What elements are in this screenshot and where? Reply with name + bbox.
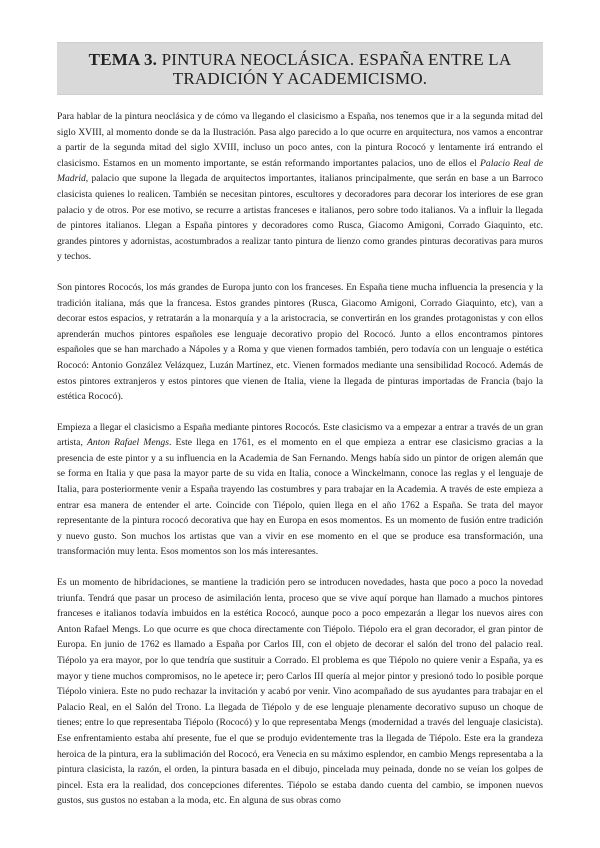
italic-term: Palacio Real de Madrid [57, 157, 544, 185]
document-body [57, 109, 543, 809]
topic-title-text: PINTURA NEOCLÁSICA. ESPAÑA ENTRE LA TRADICIÓN Y ACADEMICISMO. [161, 50, 512, 88]
paragraph-text: . Este llega en 1761, es el momento en el que empieza a entrar ese clasicismo gracias a la presencia de este pintor y a su influencia en la Academia de San Fernando. Mengs había sido un pintor de origen alemán que se forma en Italia y que pasa la mayor parte de su vida en Italia, conoce a Winckelmann, conoce las reglas y el lenguaje de Italia, para posteriormente venir a España trayendo las costumbres y para trabajar en la Academia. A través de este empieza a entrar esa manera de entender el arte. Coincide con Tiépolo, quien llega en el año 1762 a España. Se trata del mayor representante de la pintura rococó decorativa que hay en Europa en esos momentos. Es un momento de fusión entre tradición y nuevo gusto. Son muchos los artistas que van a vivir en ese momento en el que se produce esa transformación, una transformación muy lenta. Esos momentos son los más interesantes. [57, 437, 543, 558]
paragraph-text: , palacio que supone la llegada de arquitectos importantes, italianos principalmente, que serán en base a un Barroco clasicista quienes lo realicen. También se necesitan pintores, escultores y decoradores para decorar los interiores de ese gran palacio y de otros. Por ese motivo, se recurre a artistas franceses e italianos, pero sobre todo italianos. Va a influir la llegada de pintores italianos. Llegan a España pintores y decoradores como Rusca, Giacomo Amigoni, Corrado Giaquinto, etc. grandes pintores y adornistas, acostumbrados a realizar tanto pintura de lienzo como grandes pinturas decorativas para muros y techos. [57, 173, 543, 263]
paragraph-text: Son pintores Rococós, los más grandes de Europa junto con los franceses. En España tiene mucha influencia la presencia y la tradición italiana, más que la francesa. Estos grandes pintores (Rusca, Giacomo Amigoni, Corrado Giaquinto, etc), van a decorar estos espacios, y retratarán a la monarquía y a la aristocracia, se convertirán en los grandes protagonistas y con ellos aprenderán muchos pintores españoles ese lenguaje decorativo propio del Rococó. Junto a ellos encontramos pintores españoles que se han marchado a Nápoles y a Roma y que vienen formados también, pero todavía con un lenguaje o estética Rococó: Antonio González Velázquez, Luzán Martínez, etc. Vienen formados mediante una sensibilidad Rococó. Además de estos pintores extranjeros y estos pintores que vienen de Italia, viene la llegada de pinturas importadas de Francia (bajo la estética Rococó). [57, 281, 543, 403]
body-paragraph [57, 575, 543, 809]
paragraph-text: Empieza a llegar el clasicismo a España mediante pintores Rococós. Este clasicismo va a empezar a entrar a través de un gran artista, [57, 421, 543, 449]
body-paragraph [57, 280, 543, 405]
body-paragraph [57, 420, 543, 560]
paragraph-text: Para hablar de la pintura neoclásica y de cómo va llegando el clasicismo a España, nos tenemos que ir a la segunda mitad del siglo XVIII, al momento donde se da la Ilustración. Pasa algo parecido a lo que ocurre en arquitectura, nos vamos a encontrar a partir de la segunda mitad del siglo XVIII, incluso un poco antes, con la pintura Rococó y lentamente irá entrando el clasicismo. Estamos en un momento importante, se están reformando importantes palacios, uno de ellos el [57, 111, 543, 169]
italic-term: Anton Rafael Mengs [87, 437, 169, 449]
topic-title [57, 42, 543, 95]
topic-number: TEMA 3. [88, 50, 158, 69]
paragraph-text: Es un momento de hibridaciones, se mantiene la tradición pero se introducen novedades, hasta que poco a poco la novedad triunfa. Tendrá que pasar un proceso de asimilación lenta, proceso que se vive aquí porque han llamado a muchos pintores franceses e italianos todavía imbuidos en la estética Rococó, aunque poco a poco empezarán a llegar los nuevos aires con Anton Rafael Mengs. Lo que ocurre es que choca directamente con Tiépolo. Tiépolo era el gran decorador, el gran pintor de Europa. En junio de 1762 es llamado a España por Carlos III, con el objeto de decorar el salón del trono del palacio real. Tiépolo ya era mayor, por lo que tendría que sustituir a Corrado. El problema es que Tiépolo no quiere venir a España, ya es mayor y tiene muchos compromisos, no le apetece ir; pero Carlos III quería al mejor pintor y presionó todo lo posible porque Tiépolo viniera. Este no pudo rechazar la invitación y acabó por venir. Vino acompañado de sus ayudantes para trabajar en el Palacio Real, en el Salón del Trono. La llegada de Tiépolo y de ese lenguaje plenamente decorativo supuso un choque de tienes; entre lo que representaba Tiépolo (Rococó) y lo que representaba Mengs (modernidad a través del lenguaje clasicista). Ese enfrentamiento estaba ahí presente, fue el que se produjo evidentemente tras la llegada de Tiépolo. Este era la grandeza heroica de la pintura, era la sublimación del Rococó, era Venecia en su máximo esplendor, en cambio Mengs representaba a la pintura clasicista, la razón, el orden, la pintura basada en el dibujo, pincelada muy peinada, donde no se veían los golpes de pincel. Esta era la realidad, dos concepciones diferentes. Tiépolo se estaba dando cuenta del cambio, se imponen nuevos gustos, sus gustos no estaban a la moda, etc. En alguna de sus obras como [57, 577, 543, 807]
body-paragraph [57, 109, 543, 265]
